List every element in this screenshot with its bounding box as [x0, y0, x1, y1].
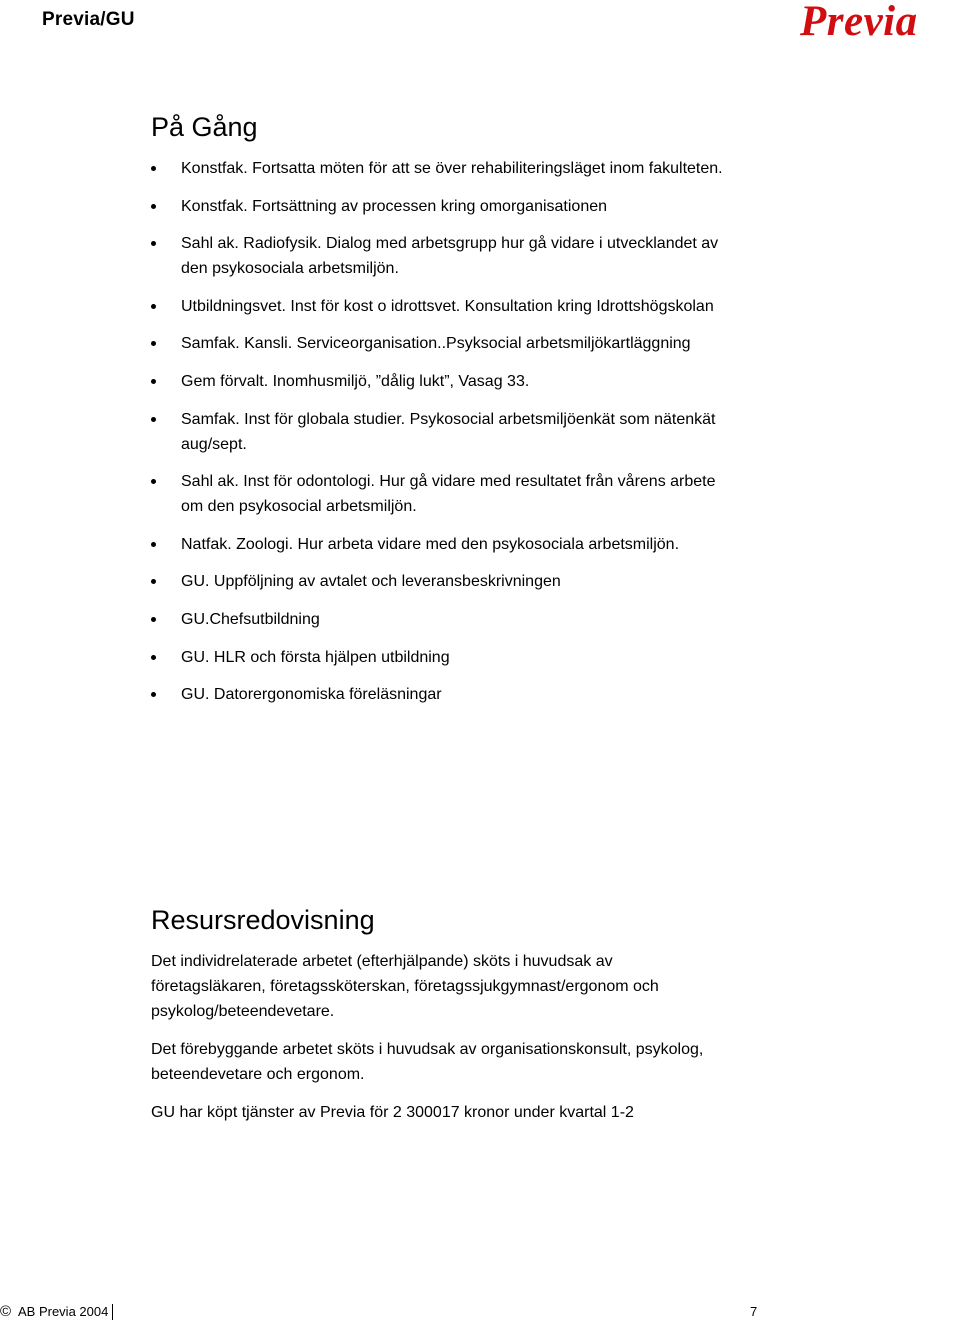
list-item: Natfak. Zoologi. Hur arbeta vidare med den psykosociala arbetsmiljön.: [151, 532, 731, 557]
resursredovisning-body: [151, 949, 711, 1138]
list-item: GU.Chefsutbildning: [151, 607, 731, 632]
list-item: Gem förvalt. Inomhusmiljö, ”dålig lukt”, Vasag 33.: [151, 369, 731, 394]
list-item: Konstfak. Fortsatta möten för att se över rehabiliteringsläget inom fakulteten.: [151, 156, 731, 181]
header-title: Previa/GU: [42, 9, 135, 30]
page-footer: [0, 1303, 960, 1321]
section-title-pa-gang: På Gång: [151, 112, 258, 142]
list-item: Samfak. Kansli. Serviceorganisation..Psyksocial arbetsmiljökartläggning: [151, 331, 731, 356]
page-number: 7: [750, 1304, 758, 1319]
paragraph: Det individrelaterade arbetet (efterhjälpande) sköts i huvudsak av företagsläkaren, företagssköterskan, företagssjukgymnast/ergonom och psykolog/beteendevetare.: [151, 953, 659, 1020]
list-item: Utbildningsvet. Inst för kost o idrottsvet. Konsultation kring Idrottshögskolan: [151, 294, 731, 319]
previa-logo: Previa: [800, 0, 918, 45]
list-item: Konstfak. Fortsättning av processen kring omorganisationen: [151, 194, 731, 219]
footer-divider: [112, 1304, 113, 1320]
list-item: GU. HLR och första hjälpen utbildning: [151, 645, 731, 670]
list-item: Sahl ak. Radiofysik. Dialog med arbetsgrupp hur gå vidare i utvecklandet av den psykosociala arbetsmiljön.: [151, 231, 731, 281]
list-item: GU. Uppföljning av avtalet och leveransbeskrivningen: [151, 569, 731, 594]
section-title-resursredovisning: Resursredovisning: [151, 905, 375, 935]
paragraph: GU har köpt tjänster av Previa för 2 300017 kronor under kvartal 1-2: [151, 1104, 634, 1121]
footer-company: AB Previa 2004: [18, 1304, 109, 1319]
pa-gang-list: [151, 156, 731, 720]
list-item: Sahl ak. Inst för odontologi. Hur gå vidare med resultatet från vårens arbete om den psykosocial arbetsmiljön.: [151, 469, 731, 519]
copyright-icon: ©: [0, 1303, 12, 1320]
list-item: Samfak. Inst för globala studier. Psykosocial arbetsmiljöenkät som nätenkät aug/sept.: [151, 407, 731, 457]
paragraph: Det förebyggande arbetet sköts i huvudsak av organisationskonsult, psykolog, beteendevetare och ergonom.: [151, 1041, 704, 1083]
list-item: GU. Datorergonomiska föreläsningar: [151, 682, 731, 707]
